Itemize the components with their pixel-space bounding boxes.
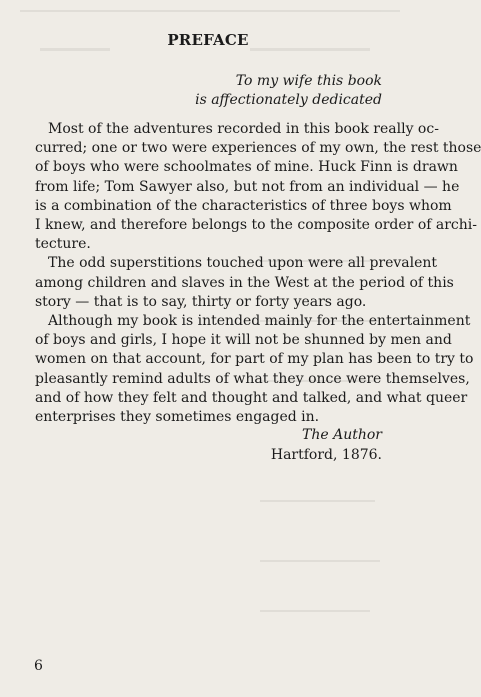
dedication (122, 72, 382, 110)
signature-author: The Author (302, 427, 382, 443)
dedication-line: To my wife this book (235, 73, 382, 89)
text-line: pleasantly remind adults of what they once were themselves, (35, 370, 470, 387)
text-line: and of how they felt and thought and talked, and what queer (35, 389, 468, 406)
text-line: The odd superstitions touched upon were all prevalent (48, 255, 438, 272)
signature-block (271, 425, 382, 465)
text-line: curred; one or two were experiences of my own, the rest those (35, 140, 481, 157)
signature-place-date: Hartford, 1876. (270, 447, 382, 463)
dedication-line: is affectionately dedicated (195, 92, 382, 108)
page-number: 6 (34, 658, 43, 674)
preface-paragraph (35, 254, 454, 312)
text-line: enterprises they sometimes engaged in. (35, 409, 320, 426)
text-line: among children and slaves in the West at the period of this (35, 274, 454, 291)
preface-paragraph (35, 120, 481, 254)
text-line: is a combination of the characteristics of three boys whom (35, 197, 452, 214)
text-line: from life; Tom Sawyer also, but not from an individual — he (35, 178, 460, 195)
text-line: story — that is to say, thirty or forty years ago. (35, 293, 367, 310)
text-line: of boys and girls, I hope it will not be shunned by men and (35, 332, 452, 349)
text-line: Although my book is intended mainly for the entertainment (48, 313, 471, 330)
text-line: I knew, and therefore belongs to the composite order of archi- (35, 217, 477, 234)
text-line: tecture. (35, 236, 91, 253)
preface-paragraph (35, 312, 474, 427)
page-title: PREFACE (167, 31, 249, 49)
text-line: of boys who were schoolmates of mine. Huck Finn is drawn (35, 159, 458, 176)
text-line: Most of the adventures recorded in this book really oc- (48, 121, 439, 137)
text-line: women on that account, for part of my plan has been to try to (35, 351, 474, 368)
preface-body (35, 120, 481, 427)
